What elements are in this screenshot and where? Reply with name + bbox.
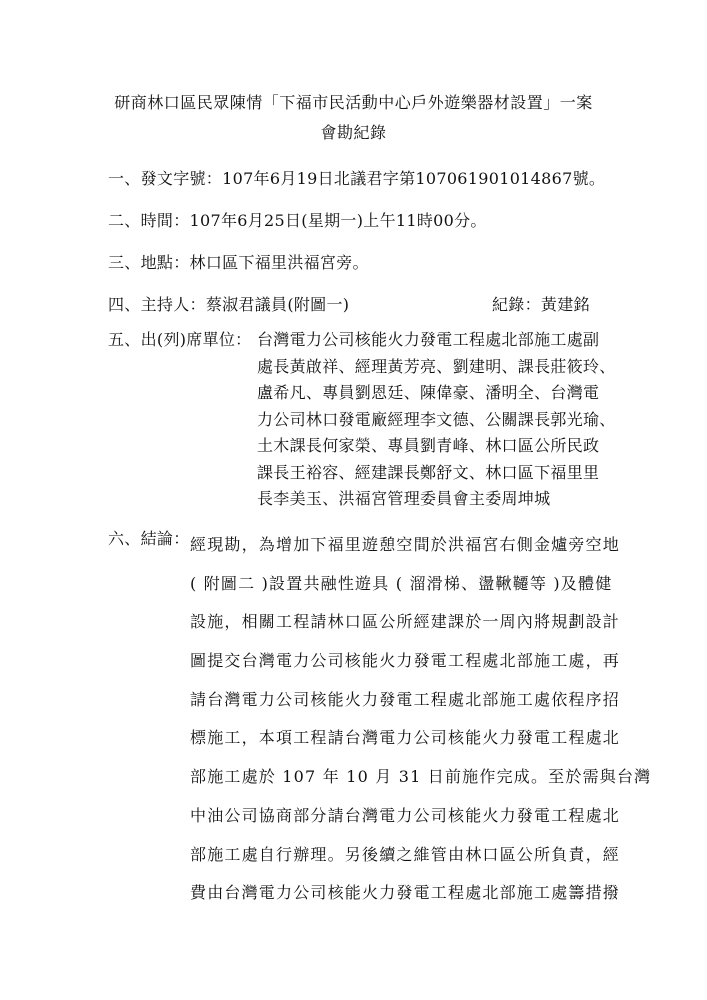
host-value: 蔡淑君議員(附圖一) <box>205 295 350 314</box>
attendees-line: 台灣電力公司核能火力發電工程處北部施工處副 <box>257 330 600 349</box>
attendees-line: 力公司林口發電廠經理李文德、公關課長郭光瑜、 <box>257 409 616 429</box>
conclusion-line: 請台灣電力公司核能火力發電工程處北部施工處依程序招 <box>190 689 621 709</box>
conclusion-line: 部施工處於 107 年 10 月 31 日前施作完成。至於需與台灣 <box>190 767 652 787</box>
conclusion-line: 標施工，本項工程請台灣電力公司核能火力發電工程處北 <box>190 728 621 748</box>
doc-number-label: 一、發文字號： <box>108 169 223 188</box>
conclusion-line: 設施，相關工程請林口區公所經建課於一周內將規劃設計 <box>190 612 621 632</box>
conclusion-line: ( 附圖二 )設置共融性遊具 ( 溜滑梯、盪鞦韆等 )及體健 <box>190 573 613 593</box>
attendees-list <box>257 327 616 513</box>
time-value: 107年6月25日(星期一)上午11時00分。 <box>189 211 487 230</box>
conclusion-line: 圖提交台灣電力公司核能火力發電工程處北部施工處，再 <box>190 651 621 671</box>
location-label: 三、地點： <box>108 253 190 272</box>
conclusion-line: 經現勘，為增加下福里遊憩空間於洪福宮右側金爐旁空地 <box>190 535 621 554</box>
document-title-line-2: 會勘紀錄 <box>320 123 387 142</box>
conclusion-line: 費由台灣電力公司核能火力發電工程處北部施工處籌措撥 <box>190 883 621 903</box>
conclusion-body <box>190 526 651 913</box>
time-label: 二、時間： <box>108 211 190 230</box>
conclusion-label: 六、結論： <box>108 529 190 548</box>
attendees-line: 長李美玉、洪福宮管理委員會主委周坤城 <box>257 489 551 508</box>
attendees-line: 處長黃啟祥、經理黃芳亮、劉建明、課長莊筱玲、 <box>257 356 616 376</box>
conclusion-line: 中油公司協商部分請台灣電力公司核能火力發電工程處北 <box>190 805 621 825</box>
conclusion-line: 部施工處自行辦理。另後續之維管由林口區公所負責，經 <box>190 844 621 864</box>
attendees-line: 土木課長何家榮、專員劉青峰、林口區公所民政 <box>257 436 600 455</box>
attendees-label: 五、出(列)席單位： <box>108 330 252 349</box>
location-value: 林口區下福里洪福宮旁。 <box>189 253 369 272</box>
host-item <box>108 292 349 315</box>
attendees-line: 課長王裕容、經建課長鄭舒文、林口區下福里里 <box>257 462 600 482</box>
doc-number-item <box>108 166 605 189</box>
host-label: 四、主持人： <box>108 295 206 314</box>
doc-number-value: 107年6月19日北議君字第107061901014867號。 <box>222 169 606 188</box>
attendees-line: 盧希凡、專員劉恩廷、陳偉豪、潘明全、台灣電 <box>257 383 600 402</box>
document-title-line-1: 研商林口區民眾陳情「下福市民活動中心戶外遊樂器材設置」一案 <box>114 93 593 112</box>
location-item <box>108 250 369 273</box>
time-item <box>108 208 487 231</box>
recorder-text: 紀錄：黃建銘 <box>492 295 590 314</box>
